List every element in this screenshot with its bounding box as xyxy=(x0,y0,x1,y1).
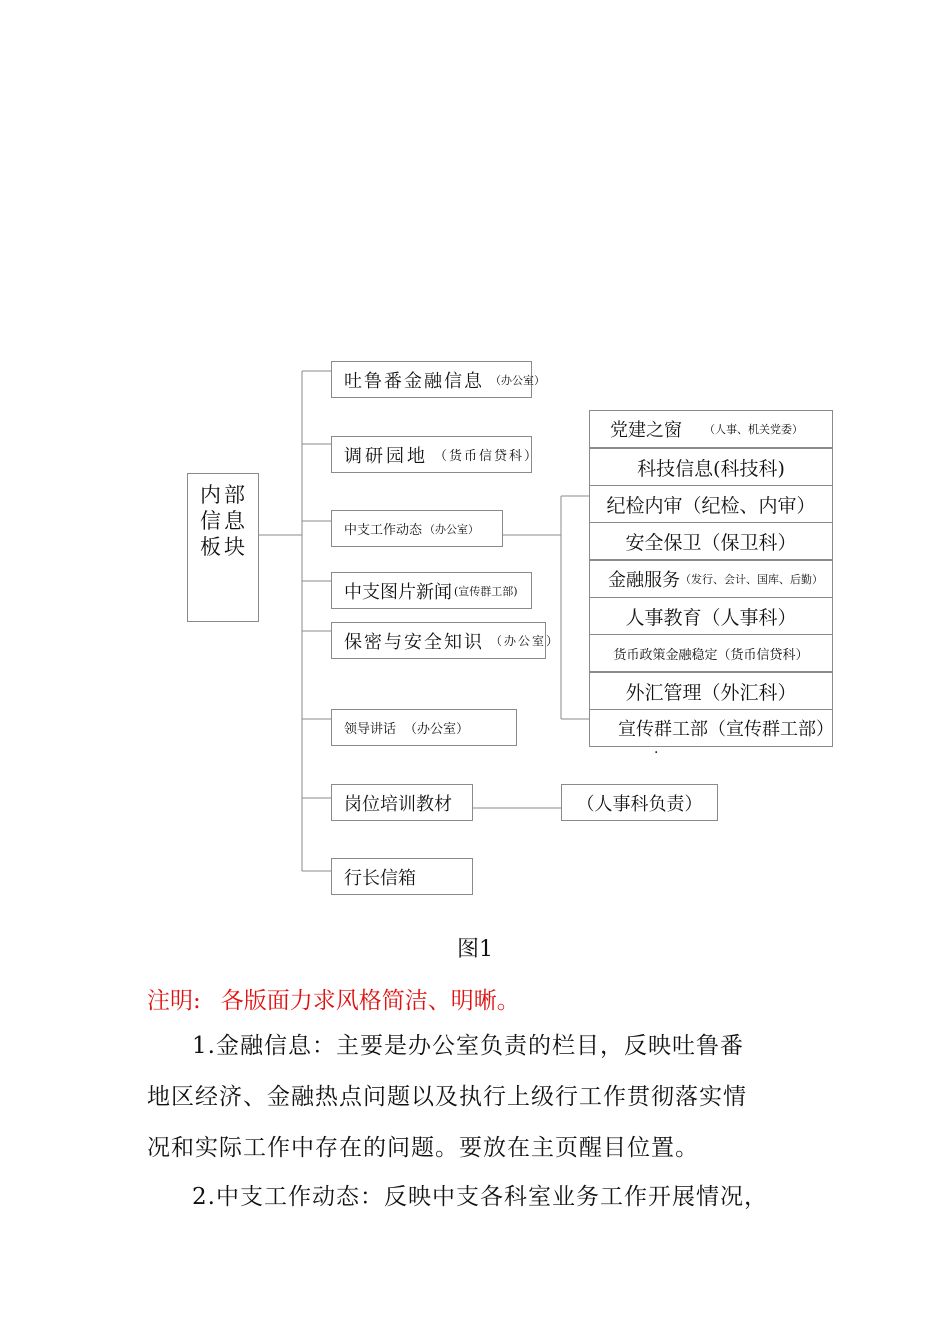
paragraph-line: 地区经济、金融热点问题以及执行上级行工作贯彻落实情 xyxy=(147,1084,747,1110)
training-note xyxy=(561,784,718,821)
figure-caption: 图1 xyxy=(457,937,493,962)
branch-owner: （货币信贷科） xyxy=(434,449,540,464)
root-label: 内部信息板块 xyxy=(200,483,248,559)
overflow-dot: · xyxy=(654,745,659,761)
dept-label: 党建之窗 xyxy=(610,420,682,441)
branch-research xyxy=(331,436,540,473)
branch-owner: (宣传群工部) xyxy=(454,584,518,598)
training-note-label: （人事科负责） xyxy=(576,793,703,815)
branch-work-news xyxy=(331,510,503,547)
branch-owner: （办公室） xyxy=(490,634,561,648)
root-node xyxy=(187,473,259,622)
dept-monetary-policy xyxy=(589,634,833,672)
dept-financial-service xyxy=(589,560,833,598)
paragraph-line: 2.中支工作动态：反映中支各科室业务工作开展情况， xyxy=(192,1184,768,1210)
branch-leader-speech xyxy=(331,709,517,746)
branch-label: 中支图片新闻 xyxy=(344,581,452,603)
paragraph-line: 况和实际工作中存在的问题。要放在主页醒目位置。 xyxy=(147,1135,699,1161)
branch-label: 岗位培训教材 xyxy=(344,793,452,815)
dept-safety xyxy=(589,522,833,560)
branch-owner: （办公室） xyxy=(424,522,480,536)
paragraph-1 xyxy=(147,1021,827,1174)
dept-tech xyxy=(589,448,833,486)
branch-security xyxy=(331,622,561,659)
dept-publicity xyxy=(589,709,833,747)
branch-financial-info xyxy=(331,361,545,398)
branch-label: 中支工作动态 xyxy=(344,523,423,538)
dept-label: 纪检内审（纪检、内审） xyxy=(606,494,816,517)
note-label: 注明: xyxy=(147,988,201,1014)
paragraph-2 xyxy=(147,1172,827,1223)
dept-forex xyxy=(589,672,833,710)
branch-label: 吐鲁番金融信息 xyxy=(344,370,484,392)
dept-owner: （发行、会计、国库、后勤） xyxy=(680,573,823,586)
dept-owner: （人事、机关党委） xyxy=(704,423,803,436)
dept-label: 安全保卫（保卫科） xyxy=(625,531,797,554)
branch-owner: （办公室） xyxy=(404,722,470,737)
dept-party-window xyxy=(589,410,833,448)
branch-owner: （办公室） xyxy=(490,373,545,387)
branch-label: 保密与安全知识 xyxy=(344,631,484,653)
paragraph-line: 1.金融信息：主要是办公室负责的栏目，反映吐鲁番 xyxy=(192,1033,744,1059)
branch-mailbox xyxy=(331,858,473,895)
dept-label: 人事教育（人事科） xyxy=(625,606,797,629)
dept-label: 外汇管理（外汇科） xyxy=(625,681,797,704)
note xyxy=(147,982,520,1015)
branch-label: 领导讲话 xyxy=(344,722,397,737)
dept-label: 科技信息(科技科) xyxy=(637,457,785,480)
dept-hr xyxy=(589,597,833,635)
branch-label: 调研园地 xyxy=(344,445,428,467)
branch-photo-news xyxy=(331,572,532,609)
dept-discipline xyxy=(589,485,833,523)
dept-label: 货币政策金融稳定（货币信贷科） xyxy=(613,647,809,663)
branch-training xyxy=(331,784,473,821)
dept-label: 金融服务 xyxy=(608,570,680,591)
dept-label: 宣传群工部（宣传群工部） xyxy=(618,719,834,740)
note-text: 各版面力求风格简洁、明晰。 xyxy=(220,988,520,1014)
branch-label: 行长信箱 xyxy=(344,867,416,889)
